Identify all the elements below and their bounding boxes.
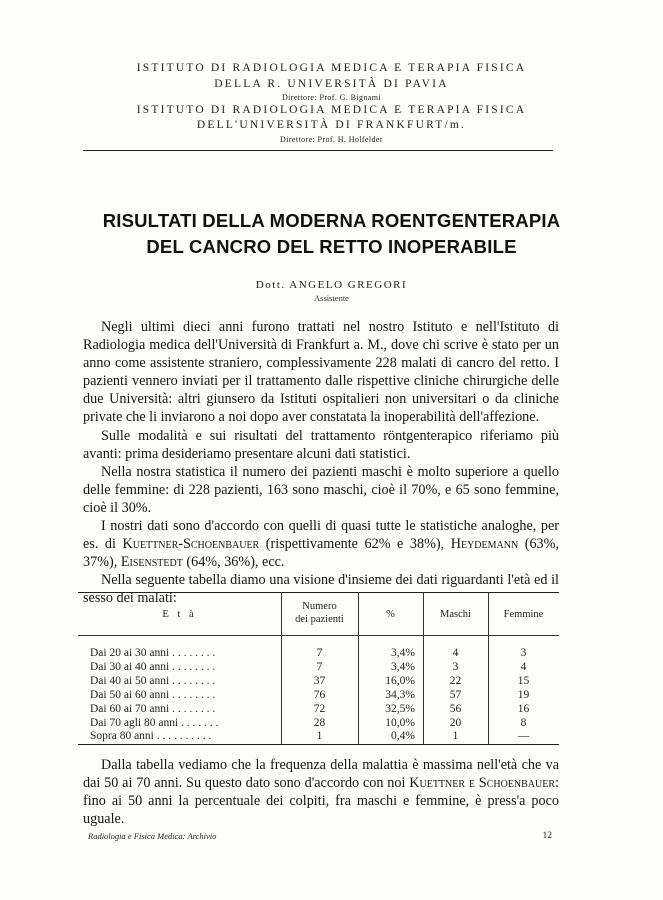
patients-cell: 7 [316,661,323,673]
males-cell: 20 [449,717,462,729]
institute-line-1: ISTITUTO DI RADIOLOGIA MEDICA E TERAPIA FISICA [136,62,527,74]
females-cell: 16 [517,703,530,715]
institute-line-4: DELL'UNIVERSITÀ DI FRANKFURT/m. [196,119,467,131]
paragraph-6-text-b: : fino ai 50 anni la percentuale dei colpiti, fra maschi e femmine, è press'a poco uguale. [83,775,559,828]
patients-cell: 7 [316,647,323,659]
patients-cell: 72 [313,703,326,715]
citation-kuettner-schoenbauer: Kuettner-Schoenbauer [122,536,260,553]
paragraph-1: Negli ultimi dieci anni furono trattati nel nostro Istituto e nell'Istituto di Radiologia medica dell'Università di Frankfurt a. M., dove chi scrive è stato per un anno come assistente straniero, complessivamente 228 malati di cancro del retto. I pazienti vennero inviati per il trattamento dalle rispettive cliniche chirurgiche delle due Università: altri giunsero da Istituti ospitalieri non universitari o da cliniche private che li inviarono a noi dopo aver constatata la inoperabilità dell'affezione. [83,319,559,426]
males-cell: 22 [449,675,462,687]
age-cell: Dai 20 ai 30 anni . . . . . . . . [90,647,216,659]
age-cell: Dai 70 agli 80 anni . . . . . . . [90,717,219,729]
percent-cell: 0,4% [391,730,415,742]
patients-cell: 37 [313,675,326,687]
institute-line-2: DELLA R. UNIVERSITÀ DI PAVIA [214,78,449,90]
percent-cell: 10,0% [385,717,415,729]
table-row [78,730,559,744]
table-top-rule [78,592,559,593]
table-header-patients-2: dei pazienti [295,614,344,625]
article-title-line-2: DEL CANCRO DEL RETTO INOPERABILE [146,236,517,257]
table-header-patients-1: Numero [302,601,337,612]
paragraph-6 [83,756,559,828]
age-cell: Sopra 80 anni . . . . . . . . . . [90,730,212,742]
males-cell: 3 [452,661,459,673]
paragraph-4-text-a: I nostri dati sono d'accordo con quelli di quasi tutte le statistiche analoghe, per es. di [83,518,559,553]
institute-line-3: ISTITUTO DI RADIOLOGIA MEDICA E TERAPIA FISICA [136,104,527,116]
females-cell: 15 [517,675,530,687]
body-text-upper [83,318,559,608]
table-header-age: E t à [162,609,197,620]
females-cell: — [517,730,530,742]
table-row [78,703,559,717]
page-number: 12 [542,831,552,841]
age-cell: Dai 40 ai 50 anni . . . . . . . . [90,675,216,687]
males-cell: 56 [449,703,462,715]
males-cell: 4 [452,647,459,659]
director-line-2: Direttore: Prof. H. Holfelder [280,135,383,144]
females-cell: 8 [520,717,527,729]
table-row [78,689,559,703]
paragraph-5: Nella seguente tabella diamo una visione d'insieme dei dati riguardanti l'età ed il sesso dei malati: [83,572,559,607]
age-cell: Dai 30 ai 40 anni . . . . . . . . [90,661,216,673]
table-header-males: Maschi [440,609,471,620]
paragraph-6-text-a: Dalla tabella vediamo che la frequenza della malattia è massima nell'età che va dai 50 ai 70 anni. Su questo dato sono d'accordo con noi [83,757,559,792]
table-row [78,647,559,661]
body-text-lower [83,756,559,828]
paragraph-4 [83,517,559,571]
table-row [78,675,559,689]
paragraph-2: Sulle modalità e sui risultati del trattamento röntgenterapico riferiamo più avanti: prima desideriamo presentare alcuni dati statistici. [83,427,559,462]
citation-heydemann: Heydemann [450,536,519,553]
patients-cell: 28 [313,717,326,729]
article-title-line-1: RISULTATI DELLA MODERNA ROENTGENTERAPIA [102,210,561,231]
paragraph-4-text-b: (rispettivamente 62% e 38%), [259,536,451,553]
percent-cell: 16,0% [385,675,415,687]
table-row [78,661,559,675]
patients-cell: 76 [313,689,326,701]
header-rule [83,150,553,151]
females-cell: 4 [520,661,527,673]
age-sex-table [78,592,559,745]
author-name: Dott. ANGELO GREGORI [255,279,408,291]
citation-eisenstedt: Eisenstedt [120,554,183,571]
table-row [78,717,559,731]
males-cell: 57 [449,689,462,701]
paragraph-4-text-d: (64%, 36%), ecc. [182,554,285,571]
males-cell: 1 [452,730,459,742]
percent-cell: 3,4% [391,647,415,659]
table-header-rule [78,635,559,636]
paragraph-3: Nella nostra statistica il numero dei pazienti maschi è molto superiore a quello delle femmine: di 228 pazienti, 163 sono maschi, cioè il 70%, e 65 sono femmine, cioè il 30%. [83,463,559,516]
page-footer [88,831,552,841]
table-bottom-rule [78,744,559,745]
patients-cell: 1 [316,730,323,742]
percent-cell: 32,5% [385,703,415,715]
table-header-percent: % [386,609,395,620]
percent-cell: 34,3% [385,689,415,701]
table-header-females: Femmine [503,609,544,620]
age-cell: Dai 60 ai 70 anni . . . . . . . . [90,703,216,715]
journal-name: Radiologia e Fisica Medica: Archivio [88,831,217,841]
director-line-1: Direttore: Prof. G. Bignami [281,93,381,102]
citation-kuettner-schoenbauer-2: Kuettner e Schoenbauer [409,775,556,792]
percent-cell: 3,4% [391,661,415,673]
paragraph-4-text-c: (63%, 37%), [83,536,560,571]
females-cell: 3 [520,647,527,659]
age-cell: Dai 50 ai 60 anni . . . . . . . . [90,689,216,701]
females-cell: 19 [517,689,530,701]
author-role: Assistente [314,293,349,303]
